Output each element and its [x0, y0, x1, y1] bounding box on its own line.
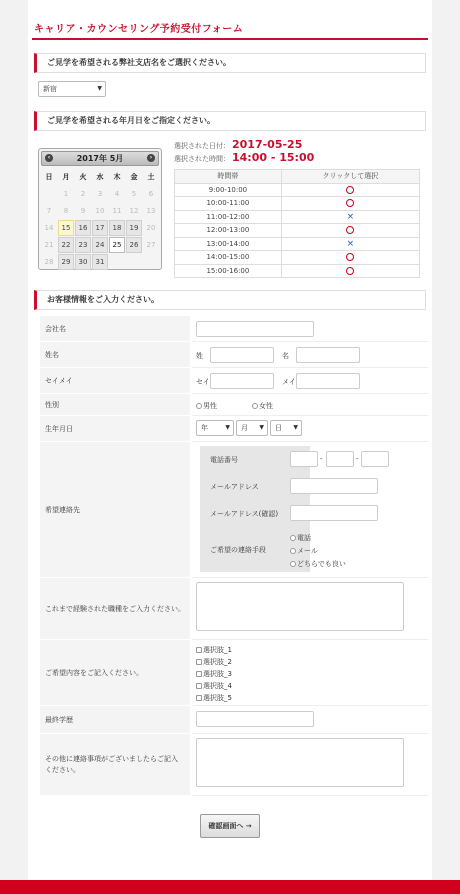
calendar-day: 4	[114, 190, 120, 198]
name-sei-input[interactable]	[210, 347, 274, 363]
timeslot-row	[175, 197, 420, 211]
calendar-day[interactable]: 16	[75, 220, 91, 236]
timeslot-time: 12:00-13:00	[175, 224, 282, 238]
calendar-day: 7	[46, 207, 52, 215]
method-phone-label: 電話	[297, 534, 311, 542]
kana-sei-label: セイ	[196, 378, 210, 386]
prev-month-icon[interactable]: ‹	[45, 154, 53, 162]
radio-icon	[290, 535, 296, 541]
request-choice[interactable]	[196, 681, 232, 691]
label-contact-method: ご希望の連絡手段	[200, 528, 310, 572]
calendar-day: 1	[63, 190, 69, 198]
request-choice[interactable]	[196, 657, 232, 667]
calendar-day: 27	[146, 241, 156, 249]
label-education: 最終学歴	[40, 706, 190, 734]
radio-icon	[290, 548, 296, 554]
form-title: キャリア・カウンセリング予約受付フォーム	[34, 24, 244, 35]
timeslot-select-cell[interactable]	[281, 183, 419, 197]
method-email-option[interactable]	[290, 546, 318, 556]
birth-day-select[interactable]	[270, 420, 302, 436]
calendar-empty-cell	[126, 254, 142, 270]
available-circle-icon[interactable]	[346, 186, 354, 194]
label-name: 姓名	[40, 342, 190, 368]
form-page	[28, 0, 432, 880]
request-choice-label: 選択肢_4	[203, 682, 232, 690]
row-gender	[192, 394, 428, 416]
birth-year-value: 年	[201, 424, 208, 432]
timeslot-time: 14:00-15:00	[175, 251, 282, 265]
calendar-empty-cell	[41, 186, 57, 202]
branch-select-value: 新宿	[43, 85, 57, 93]
timeslot-row	[175, 224, 420, 238]
company-input[interactable]	[196, 321, 314, 337]
label-company: 会社名	[40, 316, 190, 342]
phone-separator-1: -	[320, 455, 323, 463]
calendar-day[interactable]: 15	[58, 220, 74, 236]
request-choice-label: 選択肢_1	[203, 646, 232, 654]
calendar-day: 9	[80, 207, 86, 215]
timeslot-header-select: クリックして選択	[281, 170, 419, 184]
calendar-day[interactable]: 31	[92, 254, 108, 270]
selected-date-value: 2017-05-25	[232, 138, 303, 151]
gender-female-option[interactable]	[252, 401, 273, 411]
label-phone: 電話番号	[200, 446, 310, 474]
timeslot-select-cell[interactable]	[281, 251, 419, 265]
timeslot-row	[175, 183, 420, 197]
timeslot-select-cell	[281, 210, 419, 224]
timeslot-table	[174, 169, 420, 278]
gender-female-label: 女性	[259, 402, 273, 410]
unavailable-cross-icon: ×	[346, 211, 355, 222]
checkbox-icon	[196, 695, 202, 701]
calendar-day: 14	[44, 224, 54, 232]
education-input[interactable]	[196, 711, 314, 727]
branch-select[interactable]	[38, 81, 106, 97]
timeslot-row	[175, 264, 420, 278]
timeslot-select-cell[interactable]	[281, 224, 419, 238]
calendar-empty-cell	[143, 254, 159, 270]
timeslot-time: 10:00-11:00	[175, 197, 282, 211]
weekday-label: 水	[96, 173, 104, 181]
radio-icon	[252, 403, 258, 409]
method-email-label: メール	[297, 547, 318, 555]
label-kana: セイメイ	[40, 368, 190, 394]
phone-input-3[interactable]	[361, 451, 389, 467]
label-email: メールアドレス	[200, 474, 310, 500]
next-month-icon[interactable]: ›	[147, 154, 155, 162]
available-circle-icon[interactable]	[346, 226, 354, 234]
chevron-down-icon: ▼	[293, 424, 298, 431]
available-circle-icon[interactable]	[346, 267, 354, 275]
selected-date-line	[174, 138, 302, 151]
selected-date-label: 選択された日付：	[174, 142, 230, 150]
experience-textarea[interactable]	[196, 582, 404, 631]
phone-input-2[interactable]	[326, 451, 354, 467]
calendar-day: 21	[44, 241, 54, 249]
request-choice-label: 選択肢_2	[203, 658, 232, 666]
timeslot-header-time: 時間帯	[175, 170, 282, 184]
request-choice[interactable]	[196, 669, 232, 679]
calendar-day: 5	[131, 190, 137, 198]
checkbox-icon	[196, 647, 202, 653]
birth-day-value: 日	[275, 424, 282, 432]
request-choice[interactable]	[196, 693, 232, 703]
calendar-day[interactable]: 26	[126, 237, 142, 253]
calendar-day: 28	[44, 258, 54, 266]
section-date: ご見学を希望される年月日をご指定ください。	[34, 111, 426, 131]
weekday-label: 土	[147, 173, 155, 181]
checkbox-icon	[196, 659, 202, 665]
label-request: ご希望内容をご記入ください。	[40, 640, 190, 706]
calendar-day[interactable]: 18	[109, 220, 125, 236]
method-phone-option[interactable]	[290, 533, 311, 543]
timeslot-row	[175, 210, 420, 224]
label-experience: これまで経験された職種をご入力ください。	[40, 578, 190, 640]
calendar	[38, 148, 162, 270]
timeslot-row	[175, 237, 420, 251]
section-branch: ご見学を希望される弊社支店名をご選択ください。	[34, 53, 426, 73]
weekday-label: 月	[62, 173, 70, 181]
confirm-button[interactable]: 確認画面へ →	[200, 814, 260, 838]
calendar-day[interactable]: 22	[58, 237, 74, 253]
calendar-day[interactable]: 30	[75, 254, 91, 270]
kana-sei-input[interactable]	[210, 373, 274, 389]
method-any-label: どちらでも良い	[297, 560, 346, 568]
calendar-day: 12	[129, 207, 139, 215]
timeslot-time: 13:00-14:00	[175, 237, 282, 251]
timeslot-select-cell[interactable]	[281, 197, 419, 211]
calendar-day: 13	[146, 207, 156, 215]
name-sei-label: 姓	[196, 352, 203, 360]
checkbox-icon	[196, 671, 202, 677]
selected-time-label: 選択された時間：	[174, 155, 230, 163]
other-textarea[interactable]	[196, 738, 404, 787]
radio-icon	[290, 561, 296, 567]
name-mei-label: 名	[282, 352, 289, 360]
kana-mei-input[interactable]	[296, 373, 360, 389]
request-choice-label: 選択肢_5	[203, 694, 232, 702]
calendar-day[interactable]: 23	[75, 237, 91, 253]
selected-time-value: 14:00 - 15:00	[232, 151, 315, 164]
birth-year-select[interactable]	[196, 420, 234, 436]
timeslot-time: 9:00-10:00	[175, 183, 282, 197]
calendar-empty-cell	[109, 254, 125, 270]
label-other: その他に連絡事項がございましたらご記入ください。	[40, 734, 190, 796]
calendar-day: 10	[95, 207, 105, 215]
calendar-day[interactable]: 29	[58, 254, 74, 270]
title-underline	[32, 38, 428, 40]
calendar-day[interactable]: 17	[92, 220, 108, 236]
label-gender: 性別	[40, 394, 190, 416]
request-choice-label: 選択肢_3	[203, 670, 232, 678]
chevron-down-icon: ▼	[259, 424, 264, 431]
weekday-label: 火	[79, 173, 87, 181]
calendar-header	[41, 151, 159, 166]
request-choice[interactable]	[196, 645, 232, 655]
calendar-day: 20	[146, 224, 156, 232]
timeslot-row	[175, 251, 420, 265]
unavailable-cross-icon: ×	[346, 238, 355, 249]
chevron-down-icon: ▼	[97, 85, 102, 92]
calendar-day[interactable]: 19	[126, 220, 142, 236]
calendar-day: 11	[112, 207, 122, 215]
calendar-day[interactable]: 25	[109, 237, 125, 253]
weekday-label: 金	[130, 173, 138, 181]
calendar-month-label: 2017年 5月	[76, 154, 124, 163]
chevron-down-icon: ▼	[225, 424, 230, 431]
phone-input-1[interactable]	[290, 451, 318, 467]
timeslot-select-cell[interactable]	[281, 264, 419, 278]
email-confirm-input[interactable]	[290, 505, 378, 521]
selected-time-line	[174, 151, 314, 164]
label-contact: 希望連絡先	[40, 442, 190, 578]
gender-male-option[interactable]	[196, 401, 217, 411]
calendar-day[interactable]: 24	[92, 237, 108, 253]
label-birth: 生年月日	[40, 416, 190, 442]
checkbox-icon	[196, 683, 202, 689]
radio-icon	[196, 403, 202, 409]
timeslot-time: 11:00-12:00	[175, 210, 282, 224]
label-email-confirm: メールアドレス(確認)	[200, 500, 310, 528]
phone-separator-2: -	[356, 455, 359, 463]
email-input[interactable]	[290, 478, 378, 494]
timeslot-time: 15:00-16:00	[175, 264, 282, 278]
footer-bar	[0, 880, 460, 894]
name-mei-input[interactable]	[296, 347, 360, 363]
section-customer: お客様情報をご入力ください。	[34, 290, 426, 310]
calendar-day: 3	[97, 190, 103, 198]
calendar-day: 6	[148, 190, 154, 198]
kana-mei-label: メイ	[282, 378, 296, 386]
timeslot-select-cell	[281, 237, 419, 251]
weekday-label: 木	[113, 173, 121, 181]
birth-month-select[interactable]	[236, 420, 268, 436]
weekday-label: 日	[45, 173, 53, 181]
available-circle-icon[interactable]	[346, 253, 354, 261]
calendar-grid	[41, 169, 159, 270]
calendar-day: 2	[80, 190, 86, 198]
birth-month-value: 月	[241, 424, 248, 432]
method-any-option[interactable]	[290, 559, 346, 569]
available-circle-icon[interactable]	[346, 199, 354, 207]
calendar-day: 8	[63, 207, 69, 215]
gender-male-label: 男性	[203, 402, 217, 410]
